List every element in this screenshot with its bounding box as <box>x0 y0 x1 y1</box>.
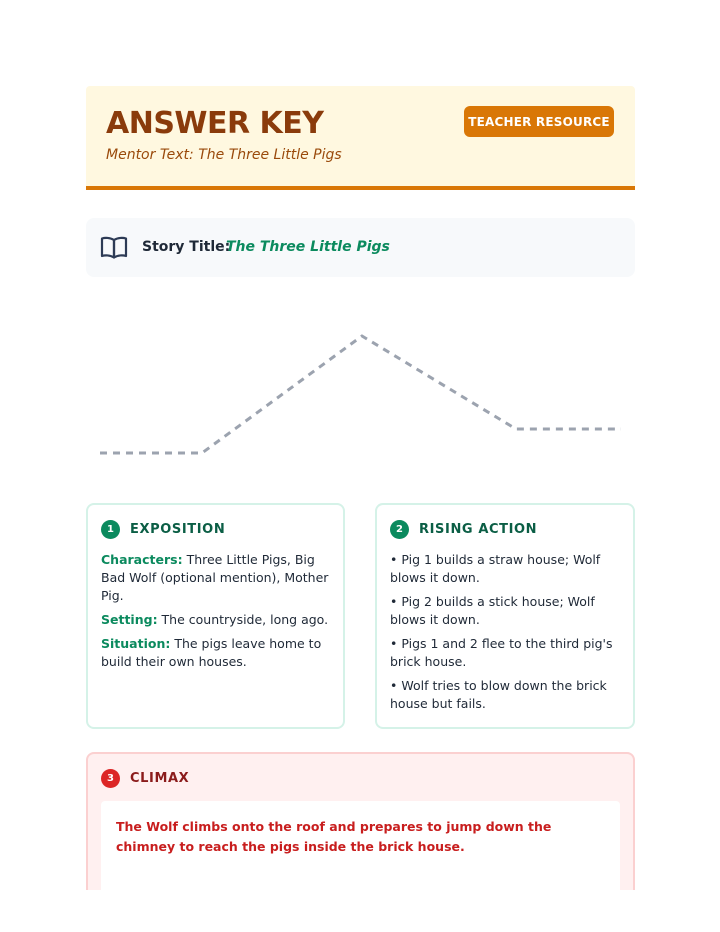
climax-title: CLIMAX <box>130 771 190 786</box>
page-title: ANSWER KEY <box>106 106 324 141</box>
exposition-characters: Characters: Three Little Pigs, Big Bad Wolf (optional mention), Mother Pig. <box>101 552 329 603</box>
rising-action-number-badge: 2 <box>390 520 409 539</box>
story-title-value: The Three Little Pigs <box>226 239 390 255</box>
page-subtitle: Mentor Text: The Three Little Pigs <box>106 147 342 163</box>
rising-action-title: RISING ACTION <box>419 522 538 537</box>
list-item: • Wolf tries to blow down the brick house but fails. <box>390 678 607 711</box>
story-title-box <box>86 218 635 277</box>
plot-arc-line <box>100 336 621 453</box>
book-icon <box>100 235 128 261</box>
exposition-situation: Situation: The pigs leave home to build their own houses. <box>101 636 322 669</box>
climax-card <box>86 752 635 912</box>
answer-key-header <box>86 86 635 190</box>
exposition-card <box>86 503 345 729</box>
list-item: • Pig 2 builds a stick house; Wolf blows it down. <box>390 594 595 627</box>
story-title-label: Story Title: <box>142 239 231 255</box>
teacher-resource-badge: TEACHER RESOURCE <box>464 106 614 137</box>
rising-action-card <box>375 503 635 729</box>
page-edge <box>0 890 720 932</box>
exposition-title: EXPOSITION <box>130 522 226 537</box>
list-item: • Pigs 1 and 2 flee to the third pig's brick house. <box>390 636 613 669</box>
exposition-number-badge: 1 <box>101 520 120 539</box>
climax-number-badge: 3 <box>101 769 120 788</box>
climax-answer-text: The Wolf climbs onto the roof and prepares to jump down the chimney to reach the pigs inside the brick house. <box>116 819 552 854</box>
list-item: • Pig 1 builds a straw house; Wolf blows it down. <box>390 552 601 585</box>
plot-arc-diagram <box>86 320 635 470</box>
exposition-setting: Setting: The countryside, long ago. <box>101 612 329 627</box>
